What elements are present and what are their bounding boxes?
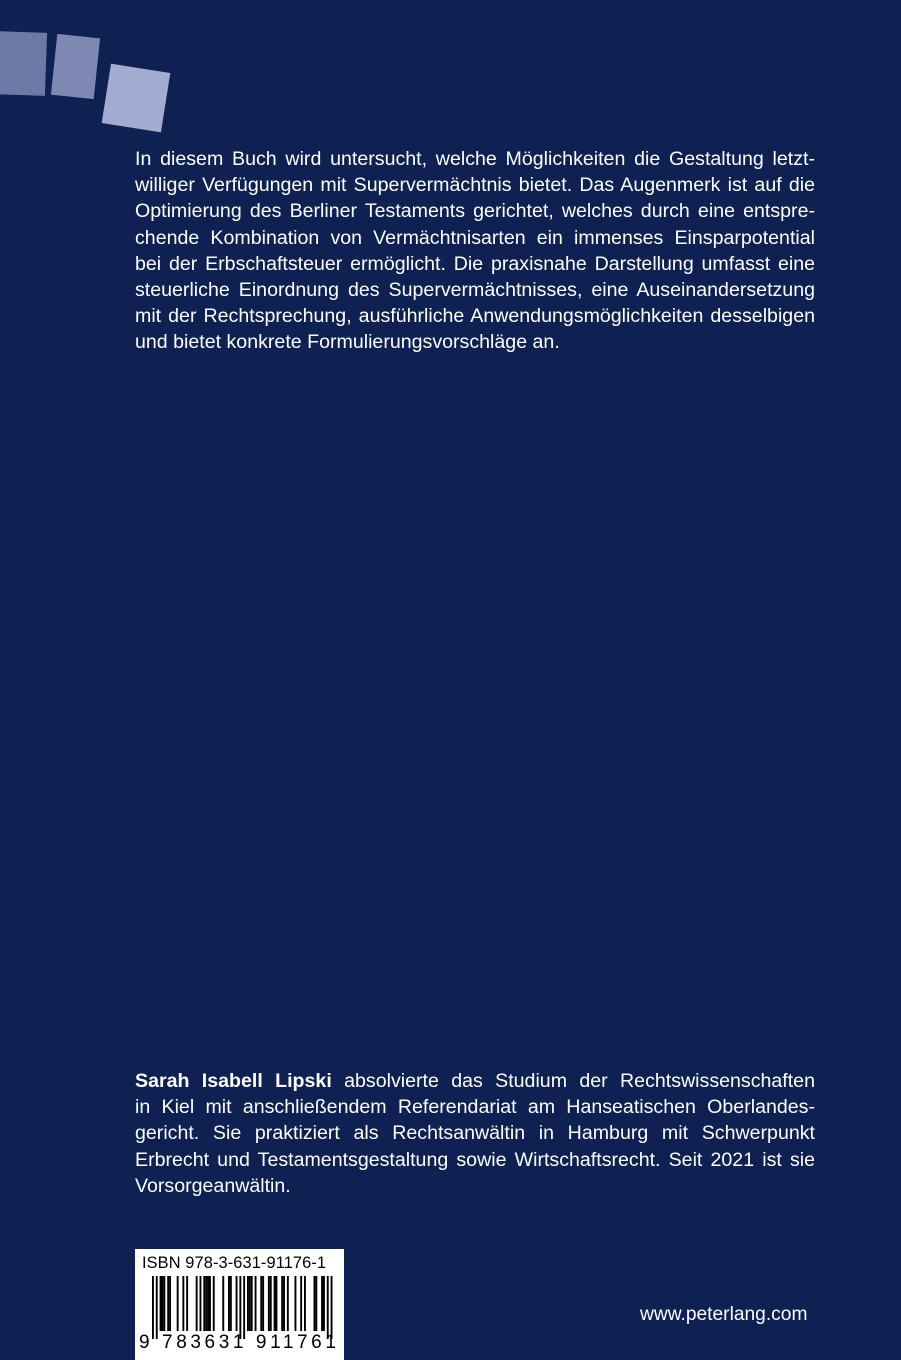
bio-line [135, 1068, 815, 1094]
barcode-bar [287, 1276, 289, 1331]
barcode-bar [260, 1276, 262, 1331]
barcode-bar [276, 1276, 278, 1331]
barcode-bar [323, 1276, 325, 1331]
decorative-square-3 [102, 64, 171, 133]
barcode-bar [331, 1276, 333, 1339]
barcode-bar [304, 1276, 306, 1331]
description-line: steuerliche Einordnung des Supervermächtnisses, eine Auseinandersetzung [135, 279, 815, 302]
barcode-bar [274, 1276, 276, 1331]
description-line: chende Kombination von Vermächtnisarten ein immenses Einsparpotential [135, 226, 815, 249]
barcode-bar [236, 1276, 238, 1331]
barcode-bar [268, 1276, 270, 1331]
barcode-bar [207, 1276, 209, 1331]
bio-line: Vorsorgeanwältin. [135, 1174, 291, 1197]
decorative-square-1 [0, 31, 47, 96]
barcode-bar [205, 1276, 207, 1331]
barcode-bar [255, 1276, 257, 1331]
barcode-bar [167, 1276, 169, 1331]
barcode-bar [239, 1276, 241, 1339]
bio-line: in Kiel mit anschließendem Referendariat am Hanseatischen Oberlandes- [135, 1096, 815, 1119]
barcode-bar [196, 1276, 198, 1331]
barcode-bar [321, 1276, 323, 1331]
barcode-bar [251, 1276, 253, 1331]
author-name: Sarah Isabell Lipski [135, 1070, 332, 1092]
barcode-bar [163, 1276, 165, 1331]
isbn-label: ISBN 978-3-631-91176-1 [142, 1254, 327, 1272]
description-line: mit der Rechtsprechung, ausführliche Anwendungsmöglichkeiten desselbigen [135, 305, 815, 328]
description-line: In diesem Buch wird untersucht, welche Möglichkeiten die Gestaltung letzt- [135, 148, 815, 170]
barcode-bar [213, 1276, 215, 1331]
isbn-barcode [135, 1249, 344, 1360]
barcode-bar [300, 1276, 302, 1331]
decorative-square-2 [51, 34, 100, 99]
book-description [135, 146, 815, 356]
barcode-bar [327, 1276, 329, 1339]
barcode-bar [315, 1276, 317, 1331]
barcode-bar [222, 1276, 224, 1331]
description-line: williger Verfügungen mit Supervermächtnis bietet. Das Augenmerk ist auf die [135, 174, 815, 197]
barcode-bar [160, 1276, 162, 1331]
barcode-bar [182, 1276, 184, 1331]
barcode-bar [186, 1276, 188, 1331]
barcode-bar [200, 1276, 202, 1331]
bio-line: Erbrecht und Testamentsgestaltung sowie Wirtschaftsrecht. Seit 2021 ist sie [135, 1148, 815, 1171]
barcode-bar [281, 1276, 283, 1331]
barcode-bar [270, 1276, 272, 1331]
barcode-bar [283, 1276, 285, 1331]
barcode-bar [152, 1276, 154, 1339]
barcode-bar [295, 1276, 297, 1331]
barcode-bar [243, 1276, 245, 1339]
barcode-bar [230, 1276, 232, 1331]
barcode-bar [209, 1276, 211, 1331]
description-line: und bietet konkrete Formulierungsvorschläge an. [135, 331, 560, 354]
description-line: bei der Erbschaftsteuer ermöglicht. Die praxisnahe Darstellung umfasst eine [135, 252, 815, 275]
barcode-bar [247, 1276, 249, 1331]
publisher-website[interactable]: www.peterlang.com [640, 1304, 808, 1325]
barcode-bar [162, 1276, 164, 1331]
ean-digits: 9 783631 911761 [139, 1332, 340, 1353]
bio-line: gericht. Sie praktiziert als Rechtsanwältin in Hamburg mit Schwerpunkt [135, 1122, 815, 1145]
bio-line-text: absolvierte das Studium der Rechtswissenschaften [331, 1070, 815, 1092]
description-line: Optimierung des Berliner Testaments gerichtet, welches durch eine entspre- [135, 200, 815, 223]
barcode-bar [249, 1276, 251, 1331]
barcode-bar [228, 1276, 230, 1331]
barcode-bar [262, 1276, 264, 1331]
barcode-bar [314, 1276, 316, 1331]
author-bio [135, 1068, 815, 1199]
barcode-bar [203, 1276, 205, 1331]
barcode-bar [177, 1276, 179, 1331]
barcode-bar [169, 1276, 171, 1331]
barcode-bar [156, 1276, 158, 1339]
